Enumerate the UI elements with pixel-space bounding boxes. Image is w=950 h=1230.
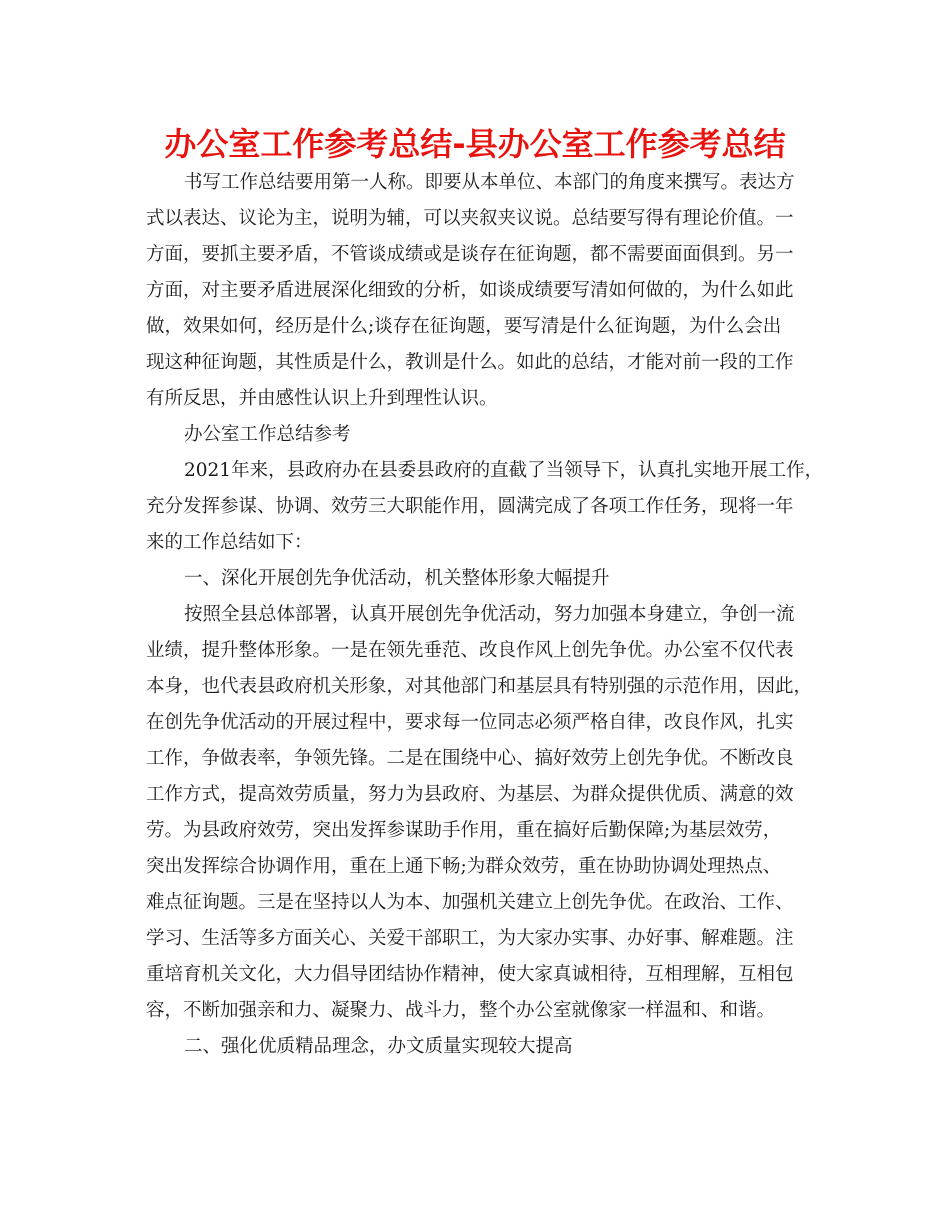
paragraph-line: 难点征询题。三是在坚持以人为本、加强机关建立上创先争优。在政治、工作、 [146,892,794,913]
paragraph-line: 突出发挥综合协调作用，重在上通下畅;为群众效劳，重在协助协调处理热点、 [146,856,782,877]
paragraph-line: 方面，对主要矛盾进展深化细致的分析，如谈成绩要写清如何做的，为什么如此 [146,280,794,301]
paragraph-line: 2021年来，县政府办在县委县政府的直截了当领导下，认真扎实地开展工作， [184,460,824,481]
paragraph-line: 工作，争做表率，争领先锋。二是在围绕中心、搞好效劳上创先争优。不断改良 [146,748,794,769]
paragraph-line: 业绩，提升整体形象。一是在领先垂范、改良作风上创先争优。办公室不仅代表 [146,640,794,661]
paragraph-line: 现这种征询题，其性质是什么，教训是什么。如此的总结，才能对前一段的工作 [146,352,794,373]
paragraph-line: 劳。为县政府效劳，突出发挥参谋助手作用，重在搞好后勤保障;为基层效劳， [146,820,782,841]
paragraph-line: 来的工作总结如下： [146,532,313,553]
paragraph-line: 容，不断加强亲和力、凝聚力、战斗力，整个办公室就像家一样温和、和谐。 [146,1000,776,1021]
section-heading: 办公室工作总结参考 [184,424,351,445]
paragraph-line: 式以表达、议论为主，说明为辅，可以夹叙夹议说。总结要写得有理论价值。一 [146,208,794,229]
document-title: 办公室工作参考总结-县办公室工作参考总结 [164,125,786,163]
paragraph-line: 按照全县总体部署，认真开展创先争优活动，努力加强本身建立，争创一流 [184,604,795,625]
paragraph-line: 本身，也代表县政府机关形象，对其他部门和基层具有特别强的示范作用，因此， [146,676,813,697]
paragraph-line: 充分发挥参谋、协调、效劳三大职能作用，圆满完成了各项工作任务，现将一年 [146,496,794,517]
paragraph-line: 工作方式，提高效劳质量，努力为县政府、为基层、为群众提供优质、满意的效 [146,784,794,805]
paragraph-line: 在创先争优活动的开展过程中，要求每一位同志必须严格自律，改良作风，扎实 [146,712,794,733]
paragraph-line: 做，效果如何，经历是什么;谈存在征询题，要写清是什么征询题，为什么会出 [146,316,782,337]
paragraph-line: 重培育机关文化，大力倡导团结协作精神，使大家真诚相待，互相理解，互相包 [146,964,794,985]
paragraph-line: 有所反思，并由感性认识上升到理性认识。 [146,388,498,409]
paragraph-line: 书写工作总结要用第一人称。即要从本单位、本部门的角度来撰写。表达方 [184,172,795,193]
section-heading: 一、深化开展创先争优活动，机关整体形象大幅提升 [184,568,610,589]
section-heading: 二、强化优质精品理念，办文质量实现较大提高 [184,1036,573,1057]
paragraph-line: 学习、生活等多方面关心、关爱干部职工，为大家办实事、办好事、解难题。注 [146,928,794,949]
paragraph-line: 方面，要抓主要矛盾，不管谈成绩或是谈存在征询题，都不需要面面俱到。另一 [146,244,794,265]
